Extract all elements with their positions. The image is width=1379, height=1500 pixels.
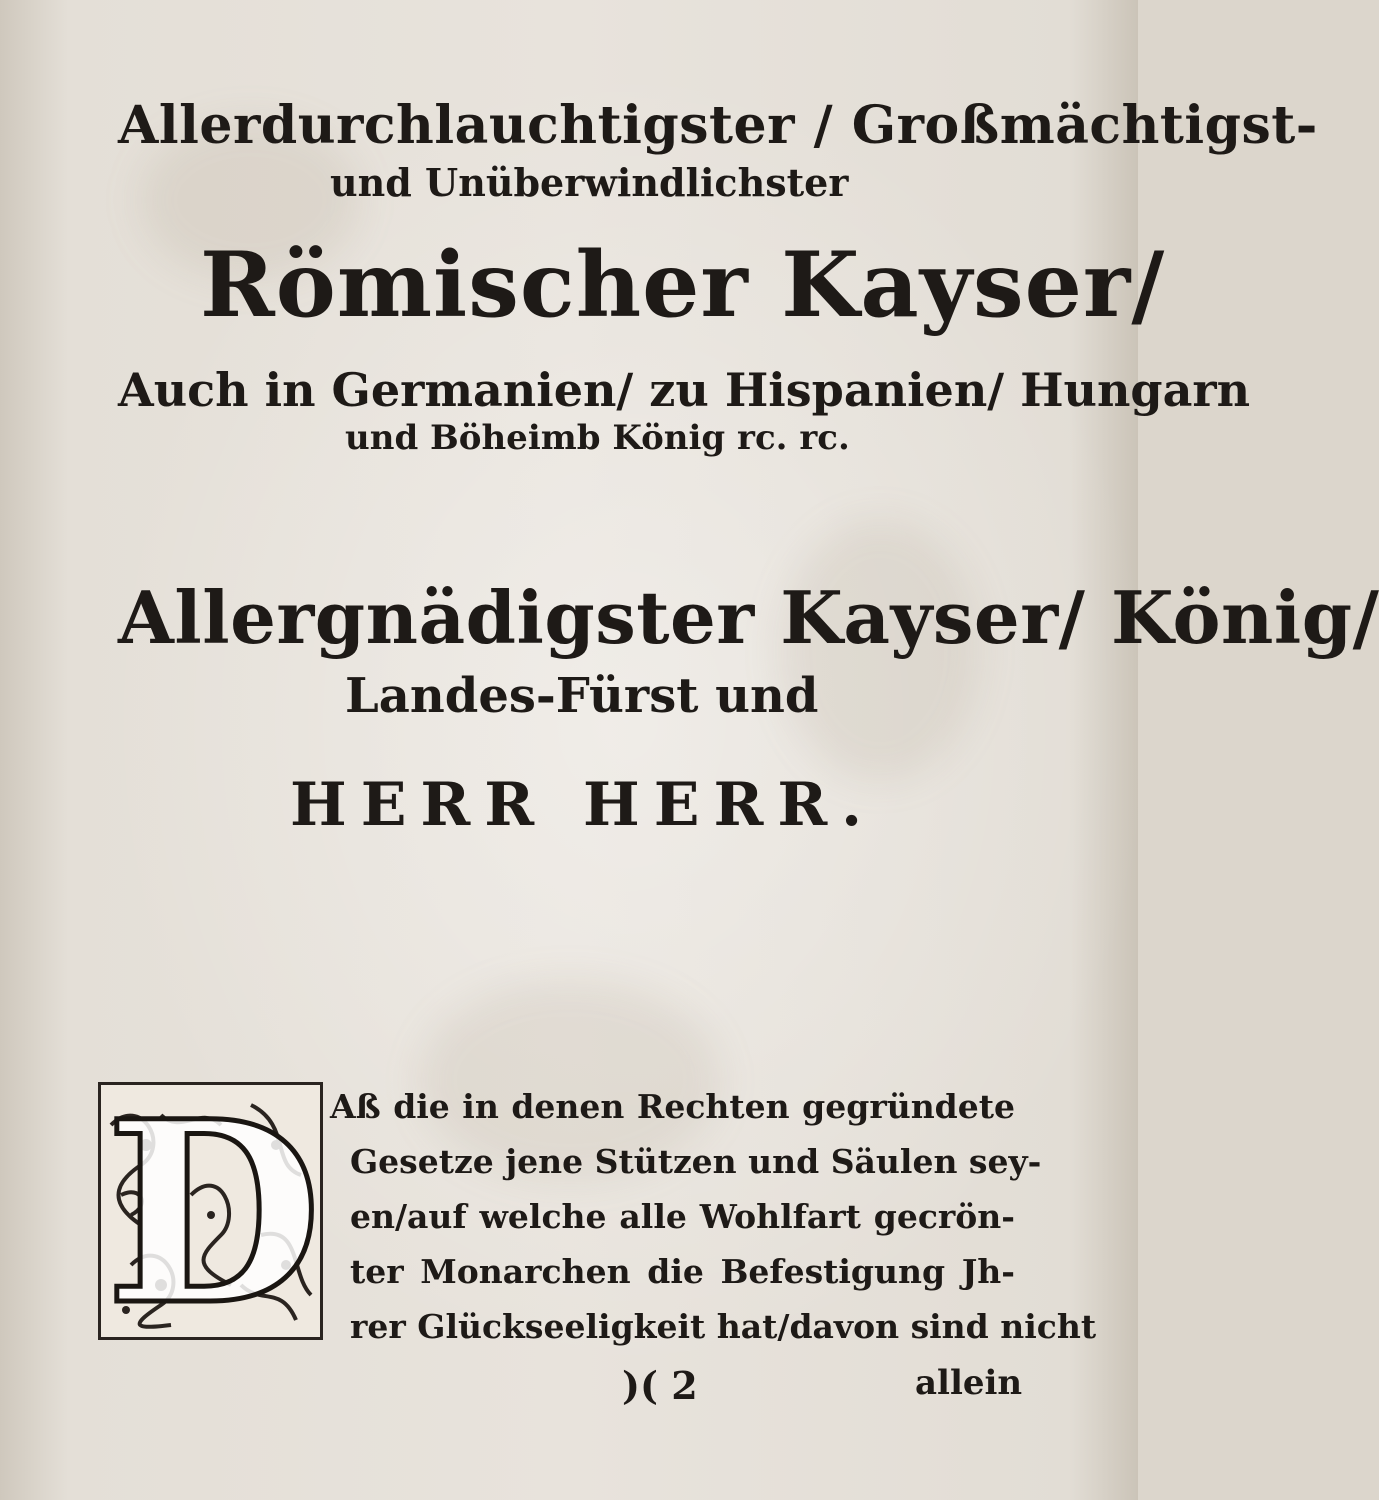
body-line-4: ter Monarchen die Befestigung Jh- (350, 1252, 1015, 1291)
body-line-5: rer Glückseeligkeit hat/davon sind nicht (350, 1307, 1097, 1346)
signature-mark: )( 2 (622, 1363, 698, 1408)
body-line-3: en/auf welche alle Wohlfart gecrön- (350, 1197, 1015, 1236)
initial-letter: D (105, 1066, 322, 1360)
heading-line-1: Allerdurchlauchtigster / Großmächtigst- (118, 95, 1318, 156)
catchword: allein (915, 1363, 1023, 1403)
body-line-1: Aß die in denen Rechten gegründete (330, 1087, 1015, 1126)
heading-line-6: Allergnädigster Kayser/ König/ (118, 575, 1379, 660)
body-line-2: Gesetze jene Stützen und Säulen sey- (350, 1142, 1042, 1181)
heading-line-7: Landes-Fürst und (345, 668, 819, 724)
heading-line-3: Römischer Kayser/ (200, 232, 1166, 338)
heading-line-4: Auch in Germanien/ zu Hispanien/ Hungarn (118, 363, 1251, 417)
heading-line-2: und Unüberwindlichster (330, 160, 849, 205)
heading-line-8: HERR HERR. (290, 770, 877, 840)
decorated-initial (98, 1066, 323, 1360)
heading-line-5: und Böheimb König rc. rc. (345, 418, 850, 458)
